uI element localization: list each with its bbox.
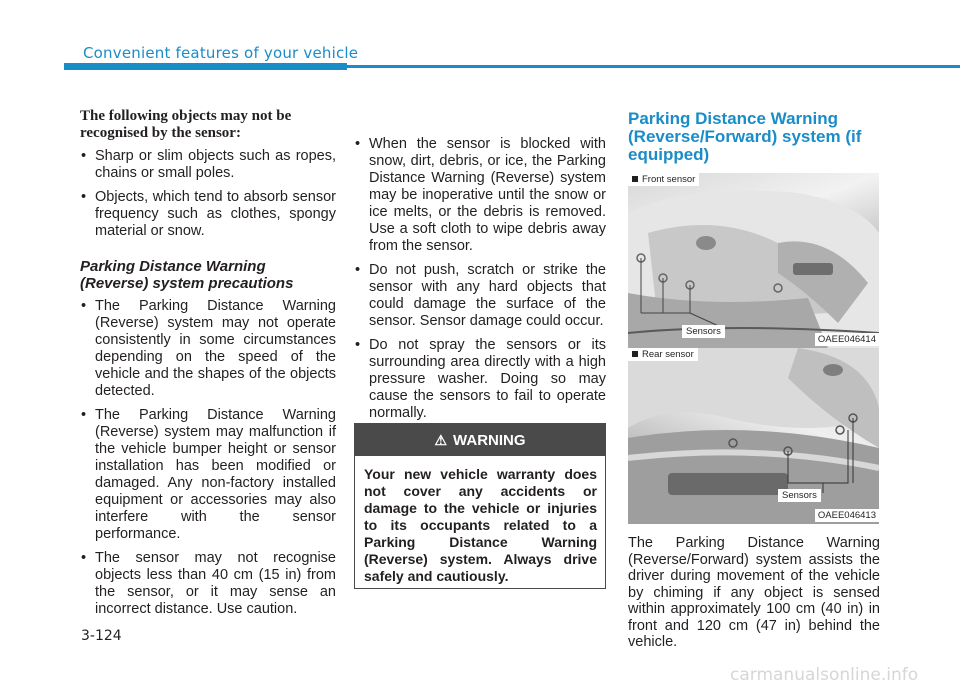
list-item: • The Parking Distance Warning (Reverse) system may malfunction if the vehicle bumper height or sensor installation has been modified or damaged. Any non-factory installed equipment or accessories may also interfere with the sensor performance.	[80, 407, 336, 543]
warning-text: Your new vehicle warranty does not cover any accidents or damage to the vehicle or injuries to its occupants related to a Parking Distance Warning (Reverse) system. Always drive safely and cautiously.	[364, 466, 597, 584]
system-description: The Parking Distance Warning (Reverse/Forward) system assists the driver during movement of the vehicle by chiming if any object is sensed within approximately 100 cm (40 in) in front and 120 cm (47 in) behind the vehicle.	[628, 535, 880, 650]
intro-heading: The following objects may not be recognised by the sensor:	[80, 108, 292, 141]
intro-list	[80, 148, 336, 240]
square-bullet-icon	[632, 351, 638, 357]
precautions-list	[80, 298, 336, 618]
list-item: • Objects, which tend to absorb sensor frequency such as clothes, spongy material or snow.	[80, 189, 336, 240]
list-item: • When the sensor is blocked with snow, dirt, debris, or ice, the Parking Distance Warning (Reverse) system may be inoperative until the snow or ice melts, or the debris is removed. Use a soft cloth to wipe debris away from the sensor.	[354, 136, 606, 255]
warning-label: WARNING	[453, 431, 526, 449]
rear-photo-code: OAEE046413	[815, 509, 879, 522]
front-car-illustration	[628, 173, 879, 348]
header-title: Convenient features of your vehicle	[83, 44, 359, 62]
sensor-care-list	[354, 136, 606, 422]
warning-box	[354, 423, 606, 589]
list-item: • The sensor may not recognise objects less than 40 cm (15 in) from the sensor, or it may sense an incorrect distance. Use caution.	[80, 550, 336, 618]
rear-sensors-callout: Sensors	[778, 489, 821, 502]
rear-sensor-tag: Rear sensor	[628, 348, 698, 361]
front-sensor-tag: Front sensor	[628, 173, 699, 186]
front-sensor-photo	[628, 173, 879, 348]
front-sensors-callout: Sensors	[682, 325, 725, 338]
square-bullet-icon	[632, 176, 638, 182]
precautions-heading: Parking Distance Warning (Reverse) system precautions	[80, 258, 294, 292]
header-rule-accent	[64, 63, 347, 70]
rear-car-illustration	[628, 348, 879, 524]
section-title: Parking Distance Warning (Reverse/Forward) system (if equipped)	[628, 109, 862, 164]
list-item: • Do not spray the sensors or its surrounding area directly with a high pressure washer. Doing so may cause the sensors to fail to operate normally.	[354, 337, 606, 422]
list-item: • The Parking Distance Warning (Reverse) system may not operate consistently in some circumstances depending on the speed of the vehicle and the shapes of the objects detected.	[80, 298, 336, 400]
watermark: carmanualsonline.info	[730, 665, 919, 685]
warning-header	[355, 424, 605, 456]
page-number: 3-124	[81, 628, 122, 644]
list-item: • Do not push, scratch or strike the sensor with any hard objects that could damage the surface of the sensor. Sensor damage could occur.	[354, 262, 606, 330]
rear-sensor-photo	[628, 348, 879, 524]
column-right	[628, 110, 880, 178]
front-photo-code: OAEE046414	[815, 333, 879, 346]
warning-triangle-icon: ⚠	[434, 431, 448, 448]
list-item: • Sharp or slim objects such as ropes, chains or small poles.	[80, 148, 336, 182]
column-middle	[354, 136, 606, 429]
column-left	[80, 108, 336, 625]
